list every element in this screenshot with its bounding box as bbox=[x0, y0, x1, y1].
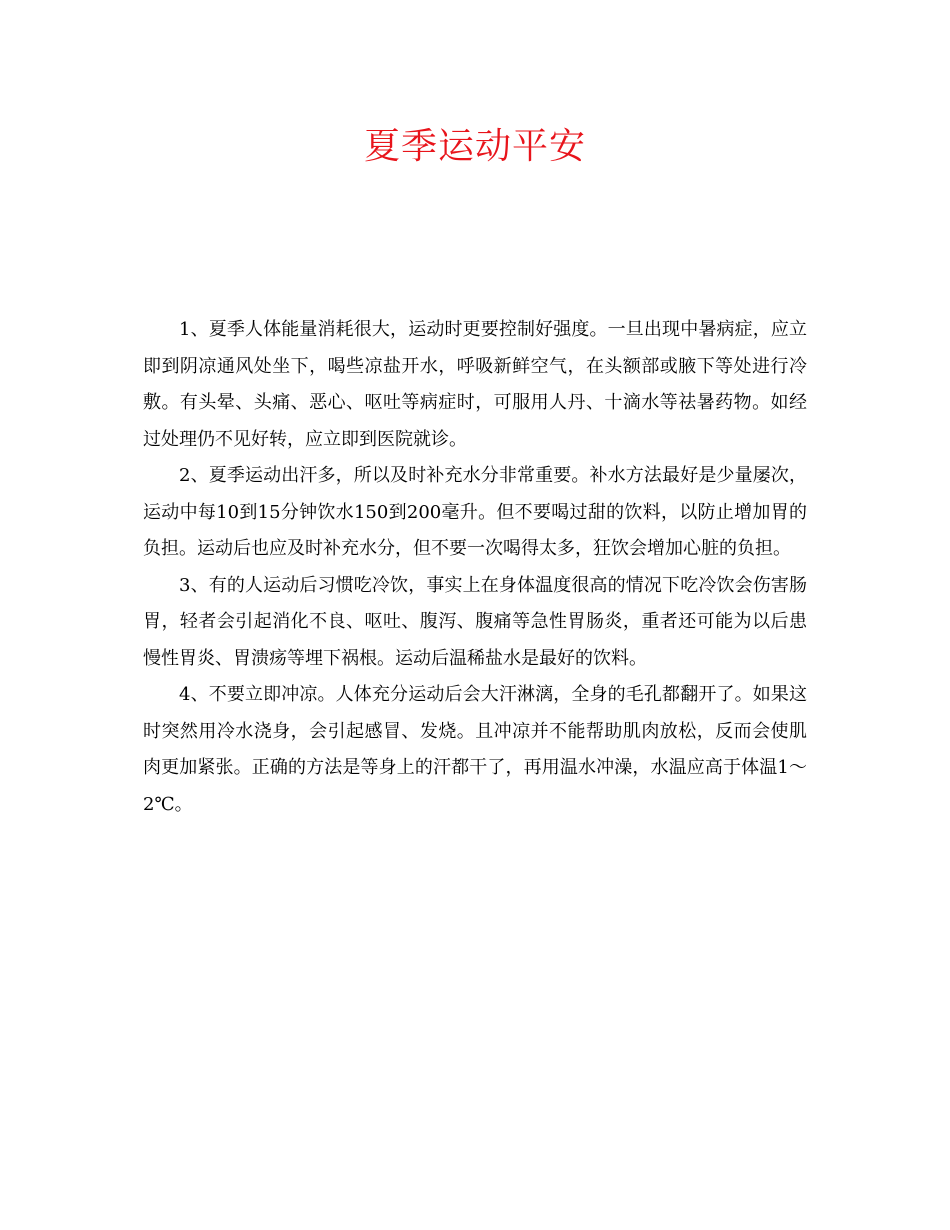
document-body bbox=[143, 312, 807, 823]
paragraph-2: 2、夏季运动出汗多，所以及时补充水分非常重要。补水方法最好是少量屡次，运动中每10到15分钟饮水150到200毫升。但不要喝过甜的饮料，以防止增加胃的负担。运动后也应及时补充水分，但不要一次喝得太多，狂饮会增加心脏的负担。 bbox=[143, 465, 807, 559]
paragraph-3: 3、有的人运动后习惯吃冷饮，事实上在身体温度很高的情况下吃冷饮会伤害肠胃，轻者会引起消化不良、呕吐、腹泻、腹痛等急性胃肠炎，重者还可能为以后患慢性胃炎、胃溃疡等埋下祸根。运动后温稀盐水是最好的饮料。 bbox=[143, 574, 807, 669]
paragraph-1: 1、夏季人体能量消耗很大，运动时更要控制好强度。一旦出现中暑病症，应立即到阴凉通风处坐下，喝些凉盐开水，呼吸新鲜空气，在头额部或腋下等处进行冷敷。有头晕、头痛、恶心、呕吐等病症时，可服用人丹、十滴水等祛暑药物。如经过处理仍不见好转，应立即到医院就诊。 bbox=[143, 319, 807, 450]
document-title: 夏季运动平安 bbox=[363, 126, 586, 167]
paragraph-4: 4、不要立即冲凉。人体充分运动后会大汗淋漓，全身的毛孔都翻开了。如果这时突然用冷水浇身，会引起感冒、发烧。且冲凉并不能帮助肌肉放松，反而会使肌肉更加紧张。正确的方法是等身上的汗都干了，再用温水冲澡，水温应高于体温1～2℃。 bbox=[143, 684, 807, 815]
